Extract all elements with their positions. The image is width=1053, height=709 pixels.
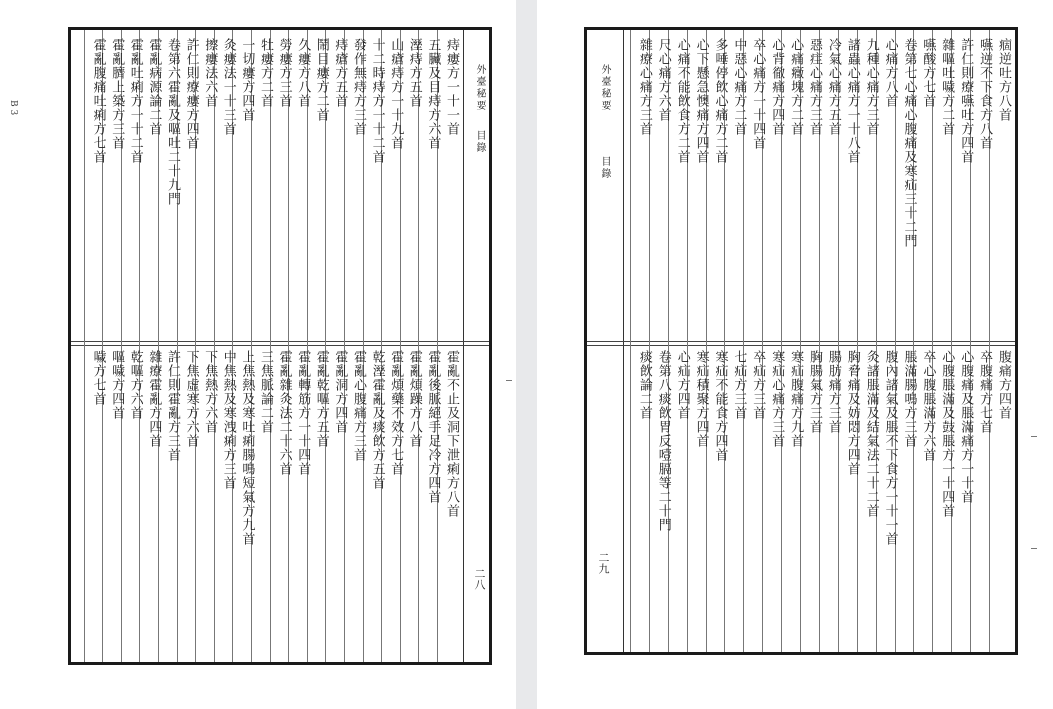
toc-entry-upper: 鬧目瘻方二首 xyxy=(313,38,329,122)
toc-entry-upper: 痔瘻方一十一首 xyxy=(444,38,459,136)
toc-entry-upper: 心痛不能飲食方二首 xyxy=(674,38,690,164)
toc-entry-upper: 心痛癥塊方二首 xyxy=(788,38,804,136)
margin-section: 目錄 xyxy=(474,130,485,154)
toc-entry-upper: 十二時痔方一十二首 xyxy=(369,38,385,164)
toc-entry-lower: 乾嘔方六首 xyxy=(127,350,143,420)
toc-entry-lower: 雜療霍亂方四首 xyxy=(146,350,162,448)
toc-entry-upper: 多唾停飲心痛方二首 xyxy=(712,38,728,164)
toc-column xyxy=(84,30,111,662)
toc-entry-upper: 溼痔方五首 xyxy=(406,38,422,108)
side-mark: B 3 xyxy=(8,100,18,116)
toc-entry-lower: 下焦熱方六首 xyxy=(202,350,218,434)
toc-entry-lower: 霍亂心腹痛方三首 xyxy=(351,350,366,462)
toc-entry-lower: 胸腸氣方三首 xyxy=(807,350,822,434)
toc-entry-lower: 上焦熱及寒吐痢腸鳴短氣方九首 xyxy=(239,350,255,546)
toc-entry-lower: 卒疝方三首 xyxy=(750,350,766,420)
toc-entry-upper: 雜療心痛方三首 xyxy=(636,38,652,136)
toc-column xyxy=(630,30,657,652)
edge-mark xyxy=(506,380,512,381)
toc-entry-upper: 山瘡痔方一十九首 xyxy=(388,38,404,150)
folio-number: 二八 xyxy=(473,568,486,590)
toc-entry-lower: 腹內諸氣及脹不下食方一十一首 xyxy=(882,350,898,546)
toc-entry-lower: 心腹痛及脹滿痛方一十首 xyxy=(958,350,974,504)
right-page-frame xyxy=(584,27,1018,655)
toc-entry-upper: 一切瘻方四首 xyxy=(239,38,255,122)
toc-entry-upper: 諸蟲心痛方一十八首 xyxy=(844,38,860,164)
toc-entry-lower: 霍亂乾嘔方五首 xyxy=(313,350,329,448)
toc-entry-upper: 心背徹痛方四首 xyxy=(769,38,785,136)
toc-entry-lower: 七疝方三首 xyxy=(731,350,747,420)
toc-entry-upper: 勞瘻方三首 xyxy=(276,38,292,108)
toc-entry-lower: 許仁則霍亂方三首 xyxy=(165,350,180,462)
toc-entry-upper: 五臟及目痔方六首 xyxy=(425,38,441,150)
toc-entry-lower: 心疝方四首 xyxy=(674,350,690,420)
toc-entry-upper: 嚥酸方七首 xyxy=(920,38,936,108)
toc-entry-lower: 霍亂煩躁方八首 xyxy=(406,350,422,448)
toc-entry-lower: 心腹脹滿及鼓脹方一十四首 xyxy=(939,350,955,518)
toc-entry-lower: 脹滿腸鳴方三首 xyxy=(901,350,917,448)
toc-entry-upper: 尺心痛方六首 xyxy=(655,38,671,122)
toc-entry-upper: 痔瘡方五首 xyxy=(332,38,348,108)
left-page-frame xyxy=(68,27,492,665)
toc-entry-upper: 霍亂吐痢方一十二首 xyxy=(127,38,143,164)
edge-mark xyxy=(1031,436,1037,437)
edge-mark xyxy=(1031,548,1037,549)
toc-entry-lower: 霍亂煩藥不效方七首 xyxy=(388,350,404,476)
toc-entry-upper: 霍亂腹痛吐痢方七首 xyxy=(90,38,106,164)
toc-entry-lower: 霍亂後脈絕手足冷方四首 xyxy=(425,350,441,504)
toc-entry-lower: 胸脅痛及妨悶方四首 xyxy=(844,350,860,476)
toc-entry-upper: 痼逆吐方八首 xyxy=(996,38,1011,122)
toc-entry-lower: 霍亂雜灸法二十六首 xyxy=(276,350,292,476)
toc-entry-lower: 寒疝腹痛方九首 xyxy=(788,350,804,448)
toc-entry-lower: 三焦脈論二首 xyxy=(258,350,273,434)
margin-title: 外臺秘要 xyxy=(599,64,610,112)
toc-entry-upper: 卷第六霍亂及嘔吐二十九門 xyxy=(165,38,180,206)
toc-entry-lower: 下焦虛寒方六首 xyxy=(183,350,199,448)
toc-entry-upper: 許仁則療瘻方四首 xyxy=(183,38,199,150)
toc-entry-lower: 卷第八痰飲胃反噎膈等二十門 xyxy=(655,350,671,532)
toc-entry-upper: 牡瘻方二首 xyxy=(258,38,273,108)
toc-entry-lower: 卒腹痛方七首 xyxy=(977,350,993,434)
toc-entry-upper: 霍亂臍上築方三首 xyxy=(109,38,125,150)
toc-entry-lower: 腸肪痛方三首 xyxy=(825,350,841,434)
toc-entry-lower: 寒疝心痛方三首 xyxy=(769,350,785,448)
toc-entry-lower: 乾溼霍亂及痰飲方五首 xyxy=(369,350,385,490)
toc-entry-upper: 灸瘻法一十三首 xyxy=(220,38,236,136)
toc-entry-upper: 雜嘔吐噦方二首 xyxy=(939,38,955,136)
toc-entry-upper: 許仁則療嚥吐方四首 xyxy=(958,38,974,164)
toc-entry-upper: 冷氣心痛方五首 xyxy=(825,38,841,136)
toc-entry-lower: 卒心腹脹滿方六首 xyxy=(920,350,936,462)
folio-number: 二九 xyxy=(597,552,610,574)
toc-entry-lower: 腹痛方四首 xyxy=(996,350,1011,420)
toc-entry-lower: 霍亂不止及洞下泄痢方八首 xyxy=(444,350,459,518)
toc-entry-upper: 擦瘻法六首 xyxy=(202,38,218,108)
toc-entry-lower: 嘔噦方四首 xyxy=(109,350,125,420)
toc-entry-lower: 寒疝積聚方四首 xyxy=(693,350,709,448)
toc-entry-lower: 痰飲論二首 xyxy=(636,350,652,420)
margin-title: 外臺秘要 xyxy=(474,64,485,112)
toc-entry-lower: 噦方七首 xyxy=(90,350,106,406)
toc-entry-lower: 寒疝不能食方四首 xyxy=(712,350,728,462)
toc-entry-lower: 中焦熱及寒洩痢方三首 xyxy=(220,350,236,490)
toc-entry-upper: 九種心痛方三首 xyxy=(863,38,879,136)
toc-entry-upper: 心下懸急懊痛方四首 xyxy=(693,38,709,164)
left-page xyxy=(0,0,516,709)
toc-entry-upper: 發作無痔方三首 xyxy=(351,38,366,136)
toc-entry-upper: 心痛方八首 xyxy=(882,38,898,108)
toc-entry-lower: 霍亂洞方四首 xyxy=(332,350,348,434)
right-page xyxy=(537,0,1053,709)
toc-entry-lower: 霍亂轉筋方一十四首 xyxy=(295,350,311,476)
toc-entry-upper: 卷第七心痛心腹痛及寒疝三十二門 xyxy=(901,38,917,248)
toc-entry-lower: 灸諸脹滿及結氣法二十二首 xyxy=(863,350,879,518)
toc-entry-upper: 卒心痛方一十四首 xyxy=(750,38,766,150)
toc-entry-upper: 嚥逆不下食方八首 xyxy=(977,38,993,150)
toc-entry-upper: 霍亂病源論二首 xyxy=(146,38,162,136)
toc-entry-upper: 惡疰心痛方三首 xyxy=(807,38,822,136)
margin-section: 目錄 xyxy=(599,156,610,180)
toc-entry-upper: 久瘻方八首 xyxy=(295,38,311,108)
toc-entry-upper: 中惡心痛方二首 xyxy=(731,38,747,136)
